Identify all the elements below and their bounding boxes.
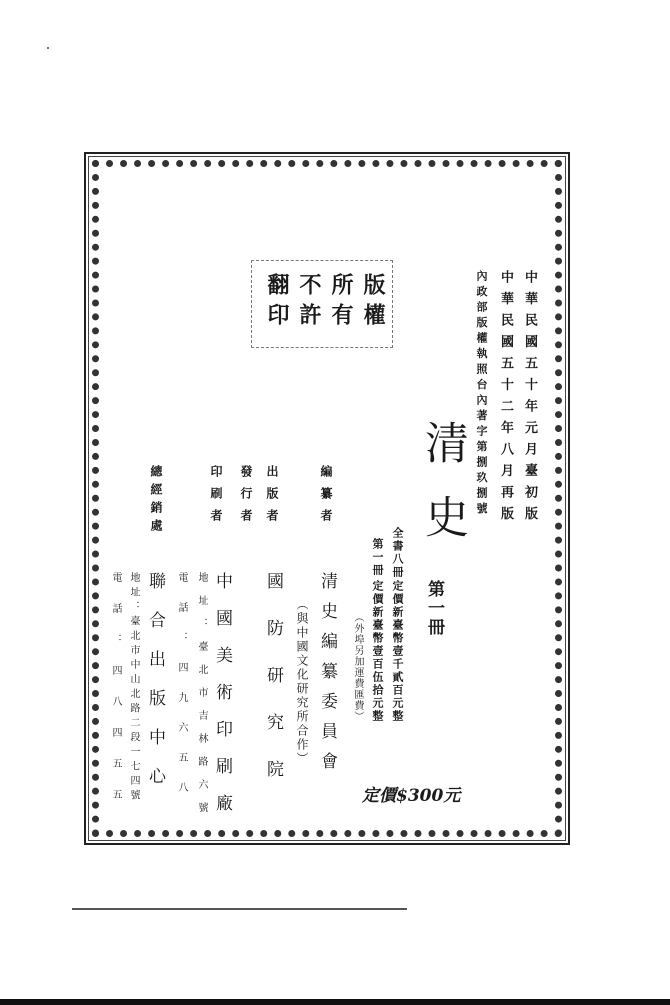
distributor-phone: 電話：四八四五五	[110, 572, 121, 820]
publisher-name: 國防研究院	[263, 572, 283, 807]
compiler-name: 清史編纂委員會	[317, 572, 337, 782]
copyright-stamp	[251, 260, 393, 348]
bottom-rule	[72, 908, 407, 910]
book-title: 清史	[417, 420, 468, 568]
issuer-role: 發行者	[239, 465, 253, 531]
printer-phone: 電話：四九六五八	[176, 572, 187, 812]
compiler-note: （與中國文化研究所合作）	[295, 598, 309, 766]
edition-second: 中華民國五十二年八月再版	[498, 270, 513, 528]
rights-line-2: 所有	[328, 273, 354, 333]
rights-line-4: 翻印	[264, 273, 290, 333]
edition-license: 內政部版權執照台內著字第捌玖捌號	[475, 270, 488, 518]
edition-first: 中華民國五十年元月臺初版	[522, 270, 537, 528]
distributor-address: 地址：臺北市中山北路二段一七四號	[128, 572, 139, 804]
distributor-role: 總經銷處	[149, 465, 163, 537]
page-bottom-edge	[0, 999, 670, 1005]
display-price: 定價$300元	[362, 786, 461, 806]
price-vol: 定價新臺幣壹百伍拾元整	[371, 580, 384, 723]
price-full-label: 全書八冊	[391, 527, 404, 579]
scan-speck	[47, 47, 49, 49]
distributor-name: 聯合出版中心	[145, 572, 165, 806]
price-vol-label: 第一冊	[371, 538, 384, 577]
printer-name: 中國美術印刷廠	[212, 572, 232, 831]
rights-line-1: 版權	[360, 273, 386, 333]
rights-line-3: 不許	[296, 273, 322, 333]
printer-role: 印刷者	[209, 465, 223, 531]
price-full: 定價新臺幣壹千貳百元整	[391, 580, 404, 723]
printer-address: 地址：臺北市吉林路六號	[196, 572, 207, 825]
volume-label: 第一冊	[424, 580, 444, 637]
overseas-note: （外埠另加運費匯費）	[352, 612, 363, 722]
compiler-role: 編纂者	[319, 465, 333, 531]
publisher-role: 出版者	[265, 465, 279, 531]
